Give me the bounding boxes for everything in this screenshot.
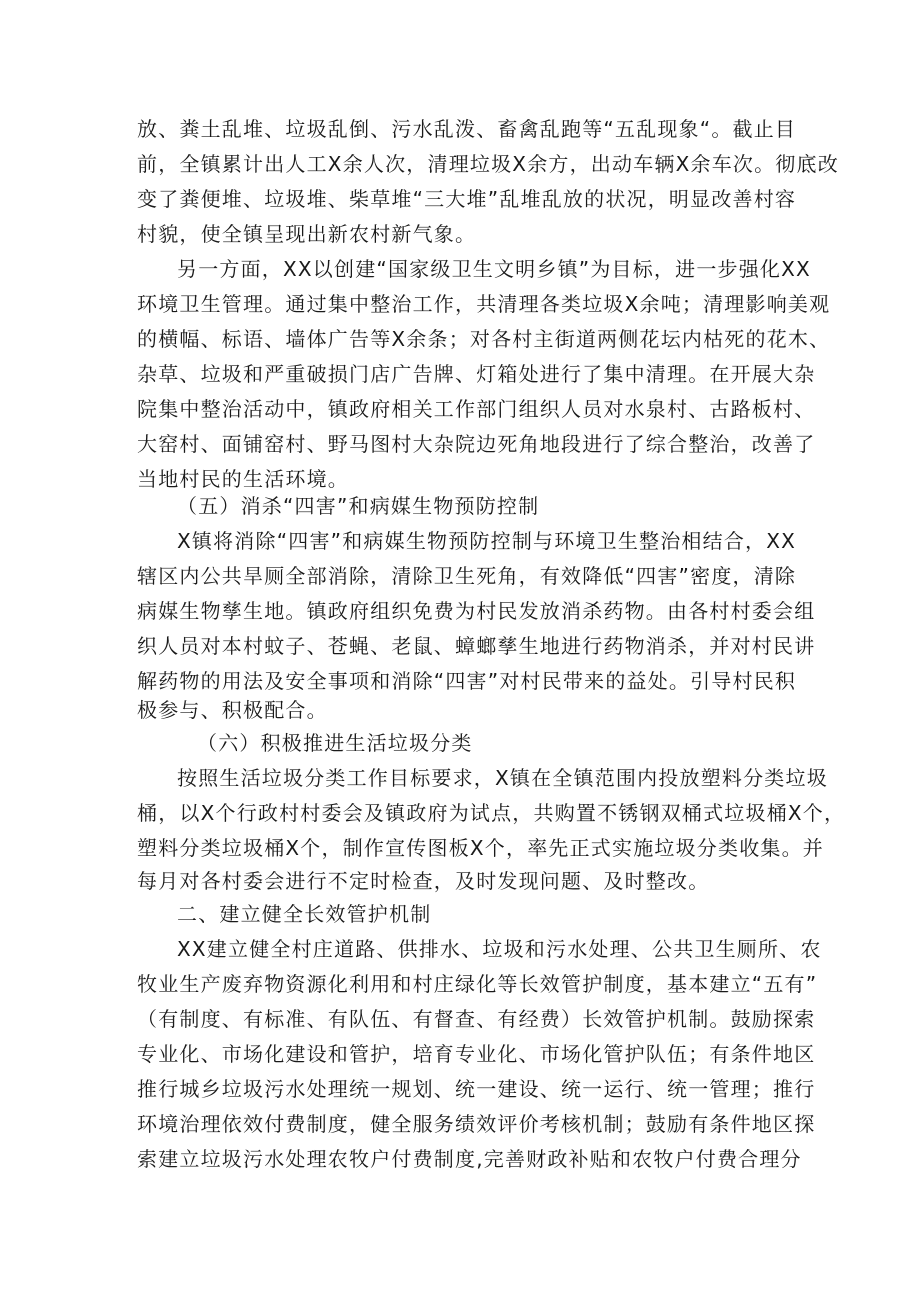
body-text-line: 村貌，使全镇呈现出新农村新气象。 — [137, 222, 477, 246]
body-text-line: 院集中整治活动中，镇政府相关工作部门组织人员对水泉村、古路板村、 — [137, 397, 816, 421]
body-text-line: 牧业生产废弃物资源化利用和村庄绿化等长效管护制度，基本建立“五有” — [137, 972, 818, 996]
body-text-line: 索建立垃圾污水处理农牧户付费制度,完善财政补贴和农牧户付费合理分 — [137, 1147, 802, 1171]
body-text-line: 病媒生物孳生地。镇政府组织免费为村民发放消杀药物。由各村村委会组 — [137, 599, 816, 623]
body-text-line: 极参与、积极配合。 — [137, 698, 328, 722]
body-text-line: 桶，以X个行政村村委会及镇政府为试点，共购置不锈钢双桶式垃圾桶X个， — [137, 801, 846, 825]
body-text-line: 环境治理依效付费制度，健全服务绩效评价考核机制；鼓励有条件地区探 — [137, 1112, 816, 1136]
section-heading: （六）积极推进生活垃圾分类 — [197, 731, 473, 755]
body-text-line: 织人员对本村蚊子、苍蝇、老鼠、蟑螂孳生地进行药物消杀，并对村民讲 — [137, 634, 816, 658]
body-text-line: 环境卫生管理。通过集中整治工作，共清理各类垃圾X余吨；清理影响美观 — [137, 292, 831, 316]
body-text-line: 大窑村、面铺窑村、野马图村大杂院边死角地段进行了综合整治，改善了 — [137, 432, 816, 456]
body-text-line: 变了粪便堆、垃圾堆、柴草堆“三大堆”乱堆乱放的状况，明显改善村容 — [137, 187, 797, 211]
paragraph-first-line: X镇将消除“四害”和病媒生物预防控制与环境卫生整治相结合，XX — [177, 529, 797, 553]
paragraph-first-line: 另一方面，XX以创建“国家级卫生文明乡镇”为目标，进一步强化XX — [177, 257, 811, 281]
body-text-line: 专业化、市场化建设和管护，培育专业化、市场化管护队伍；有条件地区 — [137, 1042, 816, 1066]
body-text-line: 杂草、垃圾和严重破损门店广告牌、灯箱处进行了集中清理。在开展大杂 — [137, 362, 816, 386]
paragraph-first-line: XX建立健全村庄道路、供排水、垃圾和污水处理、公共卫生厕所、农 — [177, 937, 822, 961]
body-text-line: 塑料分类垃圾桶X个，制作宣传图板X个，率先正式实施垃圾分类收集。并 — [137, 836, 825, 860]
section-heading: 二、建立健全长效管护机制 — [177, 902, 432, 926]
section-heading: （五）消杀“四害”和病媒生物预防控制 — [177, 494, 540, 518]
paragraph-first-line: 按照生活垃圾分类工作目标要求，X镇在全镇范围内投放塑料分类垃圾 — [177, 766, 828, 790]
body-text-line: 辖区内公共旱厕全部消除，清除卫生死角，有效降低“四害”密度，清除 — [137, 564, 797, 588]
body-text-line: 的横幅、标语、墙体广告等X余条；对各村主街道两侧花坛内枯死的花木、 — [137, 327, 831, 351]
body-text-line: 前，全镇累计出人工X余人次，清理垃圾X余方，出动车辆X余车次。彻底改 — [137, 152, 839, 176]
body-text-line: 解药物的用法及安全事项和消除“四害”对村民带来的益处。引导村民积 — [137, 669, 797, 693]
body-text-line: 每月对各村委会进行不定时检查，及时发现问题、及时整改。 — [137, 869, 710, 893]
body-text-line: 放、粪土乱堆、垃圾乱倒、污水乱泼、畜禽乱跑等“五乱现象“。截止目 — [137, 117, 797, 141]
body-text-line: （有制度、有标准、有队伍、有督查、有经费）长效管护机制。鼓励探索 — [137, 1007, 816, 1031]
body-text-line: 推行城乡垃圾污水处理统一规划、统一建设、统一运行、统一管理；推行 — [137, 1077, 816, 1101]
body-text-line: 当地村民的生活环境。 — [137, 467, 349, 491]
